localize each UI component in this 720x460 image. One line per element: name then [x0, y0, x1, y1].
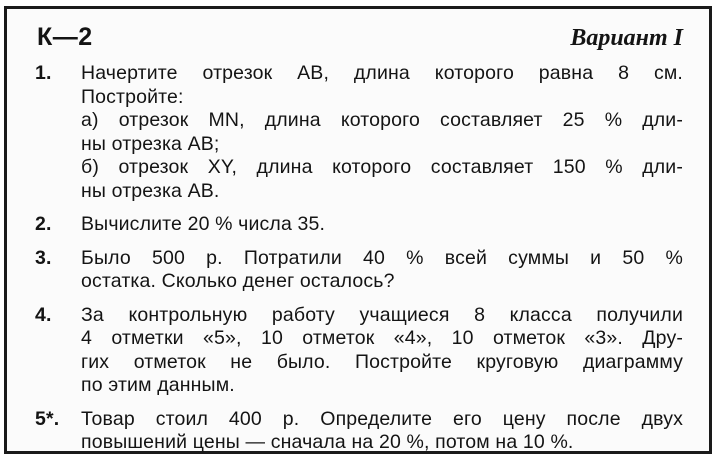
task-line: Товар стоил 400 р. Определите его цену после двух — [81, 407, 683, 430]
task-line: гих отметок не было. Постройте круговую диаграмму — [81, 350, 683, 373]
task-2 — [35, 213, 683, 237]
test-code: К—2 — [37, 23, 93, 51]
worksheet-header — [37, 23, 683, 53]
task-number: 4. — [35, 303, 52, 326]
worksheet-frame — [4, 6, 712, 454]
task-line: б) отрезок XY, длина которого составляет 150 % дли- — [81, 156, 683, 178]
task-number: 5*. — [35, 407, 60, 430]
task-number: 3. — [35, 246, 52, 269]
task-line: За контрольную работу учащиеся 8 класса получили — [81, 303, 683, 326]
task-5 — [35, 408, 683, 455]
task-line: остатка. Сколько денег осталось? — [81, 270, 395, 292]
task-number: 2. — [35, 213, 52, 235]
task-line: а) отрезок MN, длина которого составляет 25 % дли- — [81, 109, 683, 131]
task-line: повышений цены — сначала на 20 %, потом на 10 %. — [81, 431, 574, 453]
task-number: 1. — [35, 62, 52, 84]
task-line: Было 500 р. Потратили 40 % всей суммы и 50 % — [81, 246, 683, 269]
task-1 — [35, 62, 683, 203]
task-list — [35, 62, 683, 455]
task-line: Постройте: — [81, 85, 184, 108]
task-line: ны отрезка AB; — [81, 132, 220, 155]
task-line: Вычислите 20 % числа 35. — [81, 213, 326, 235]
task-4 — [35, 304, 683, 398]
task-line: по этим данным. — [81, 374, 235, 396]
task-3 — [35, 247, 683, 294]
variant-label: Вариант I — [570, 25, 683, 51]
task-line: 4 отметки «5», 10 отметок «4», 10 отметок «3». Дру- — [81, 327, 683, 349]
task-line: Начертите отрезок AB, длина которого равна 8 см. — [81, 62, 683, 84]
task-line: ны отрезка AB. — [81, 179, 220, 202]
